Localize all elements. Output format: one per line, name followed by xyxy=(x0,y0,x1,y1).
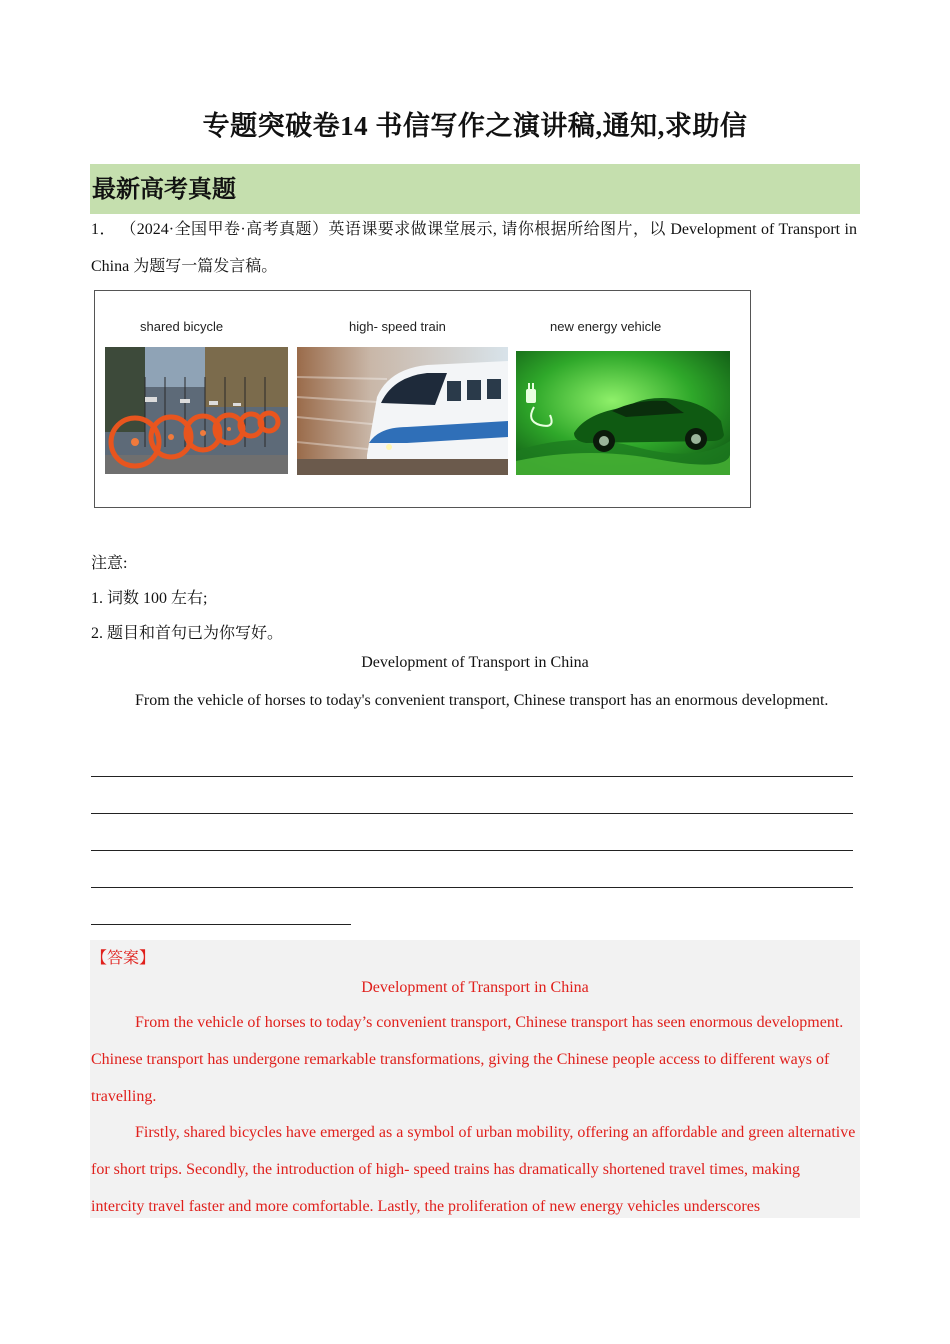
figure-caption-train: high- speed train xyxy=(349,319,446,334)
notes-heading: 注意: xyxy=(91,555,128,572)
answer-blank-line xyxy=(91,776,853,777)
section-heading: 最新高考真题 xyxy=(92,177,236,203)
figure-box xyxy=(94,290,751,508)
essay-title: Development of Transport in China xyxy=(361,654,589,671)
answer-blank-line xyxy=(91,924,351,925)
answer-blank-line xyxy=(91,813,853,814)
question-number: 1． xyxy=(91,221,116,238)
shared-bicycle-image xyxy=(105,347,288,474)
note-item-1: 1. 词数 100 左右; xyxy=(91,590,208,607)
essay-first-sentence: From the vehicle of horses to today's convenient transport, Chinese transport has an enormous development. xyxy=(135,692,829,709)
note-item-2: 2. 题目和首句已为你写好。 xyxy=(91,625,284,642)
new-energy-vehicle-image xyxy=(516,351,730,475)
figure-caption-vehicle: new energy vehicle xyxy=(550,319,662,334)
question-body: （2024·全国甲卷·高考真题）英语课要求做课堂展示, 请你根据所给图片，以 Development of Transport in China 为题写一篇发言稿。 xyxy=(91,221,857,275)
answer-title: Development of Transport in China xyxy=(361,979,589,996)
section-banner xyxy=(90,164,860,214)
answer-blank-line xyxy=(91,850,853,851)
high-speed-train-image xyxy=(297,347,508,475)
answer-block xyxy=(90,940,860,1218)
page-title: 专题突破卷14 书信写作之演讲稿,通知,求助信 xyxy=(202,111,748,141)
answer-paragraph-1: From the vehicle of horses to today’s convenient transport, Chinese transport has seen enormous development. Chinese transport has undergone remarkable transformations, giving the Chinese people access to different ways of travelling. xyxy=(91,1014,844,1105)
answer-label: 【答案】 xyxy=(91,950,156,967)
figure-caption-bicycle: shared bicycle xyxy=(140,319,224,334)
question-text xyxy=(91,211,857,285)
answer-paragraph-2: Firstly, shared bicycles have emerged as a symbol of urban mobility, offering an affordable and green alternative for short trips. Secondly, the introduction of high- speed trains has dramatically shortened travel times, making intercity travel faster and more comfortable. Lastly, the proliferation of new energy vehicles underscores xyxy=(91,1124,856,1215)
answer-blank-line xyxy=(91,887,853,888)
